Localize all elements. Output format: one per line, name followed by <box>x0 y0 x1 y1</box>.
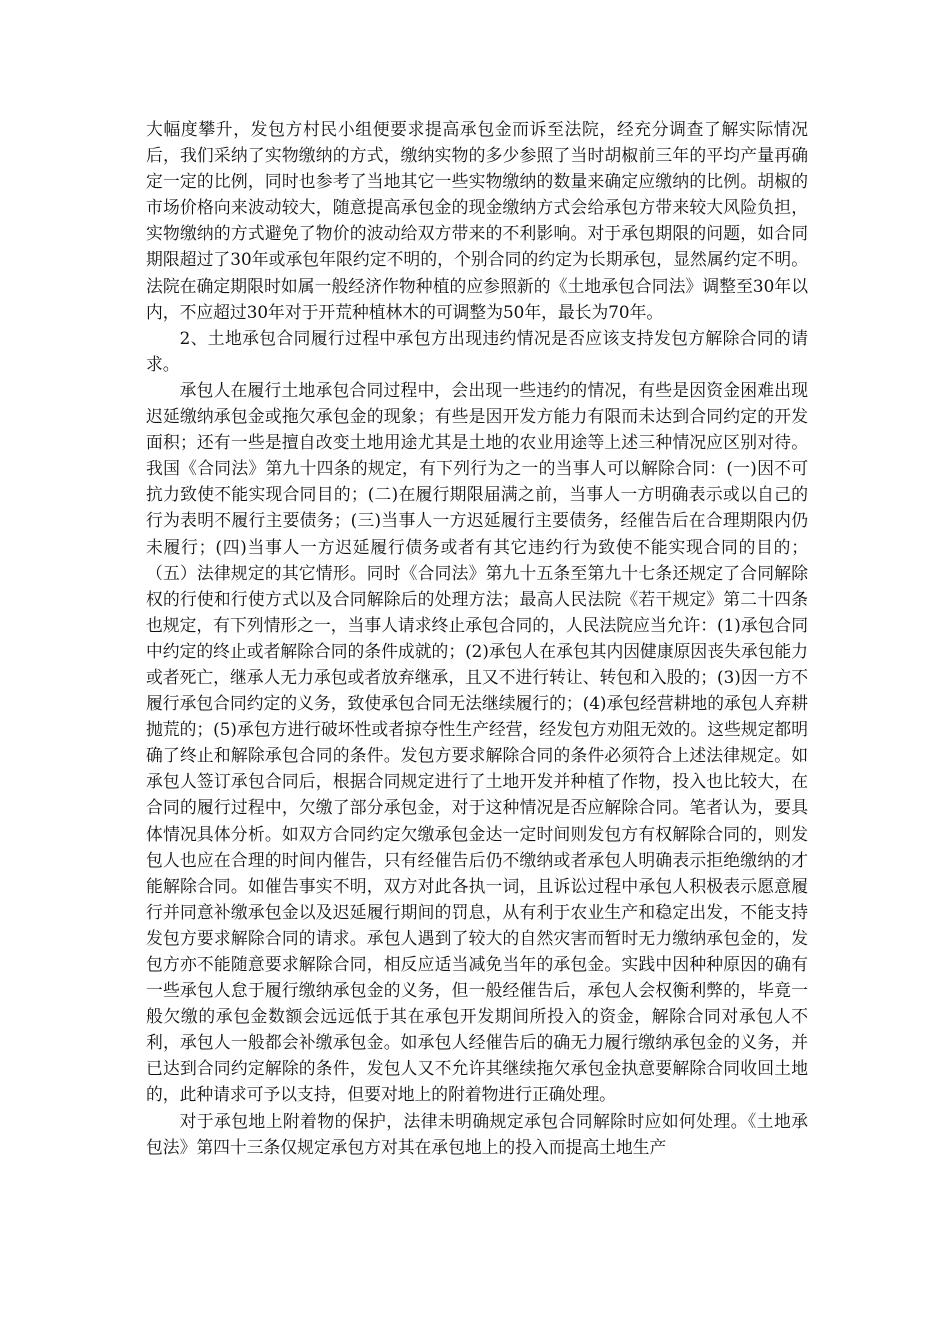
paragraph-continuation: 大幅度攀升，发包方村民小组便要求提高承包金而诉至法院，经充分调查了解实际情况后，我们采纳了实物缴纳的方式，缴纳实物的多少参照了当时胡椒前三年的平均产量再确定一定的比例，同时也参考了当地其它一些实物缴纳的数量来确定应缴纳的比例。胡椒的市场价格向来波动较大，随意提高承包金的现金缴纳方式会给承包方带来较大风险负担，实物缴纳的方式避免了物价的波动给双方带来的不利影响。对于承包期限的问题，如合同期限超过了30年或承包年限约定不明的，个别合同的约定为长期承包，显然属约定不明。法院在确定期限时如属一般经济作物种植的应参照新的《土地承包合同法》调整至30年以内，不应超过30年对于开荒种植林木的可调整为50年，最长为70年。 <box>146 119 808 322</box>
paragraph-section-heading: 2、土地承包合同履行过程中承包方出现违约情况是否应该支持发包方解除合同的请求。 <box>146 327 808 374</box>
paragraph-breach-discussion: 承包人在履行土地承包合同过程中，会出现一些违约的情况，有些是因资金困难出现迟延缴纳承包金或拖欠承包金的现象；有些是因开发方能力有限而未达到合同约定的开发面积；还有一些是擅自改变土地用途尤其是土地的农业用途等上述三种情况应区别对待。我国《合同法》第九十四条的规定，有下列行为之一的当事人可以解除合同：(一)因不可抗力致使不能实现合同目的；(二)在履行期限届满之前，当事人一方明确表示或以自己的行为表明不履行主要债务；(三)当事人一方迟延履行主要债务，经催告后在合理期限内仍未履行；(四)当事人一方迟延履行债务或者有其它违约行为致使不能实现合同的目的；（五）法律规定的其它情形。同时《合同法》第九十五条至第九十七条还规定了合同解除权的行使和行使方式以及合同解除后的处理方法；最高人民法院《若干规定》第二十四条也规定，有下列情形之一，当事人请求终止承包合同的，人民法院应当允许：(1)承包合同中约定的终止或者解除合同的条件成就的；(2)承包人在承包其内因健康原因丧失承包能力或者死亡，继承人无力承包或者放弃继承，且又不进行转让、转包和入股的；(3)因一方不履行承包合同约定的义务，致使承包合同无法继续履行的；(4)承包经营耕地的承包人弃耕抛荒的；(5)承包方进行破坏性或者掠夺性生产经营，经发包方劝阻无效的。这些规定都明确了终止和解除承包合同的条件。发包方要求解除合同的条件必须符合上述法律规定。如承包人签订承包合同后，根据合同规定进行了土地开发并种植了作物，投入也比较大，在合同的履行过程中，欠缴了部分承包金，对于这种情况是否应解除合同。笔者认为，要具体情况具体分析。如双方合同约定欠缴承包金达一定时间则发包方有权解除合同的，则发包人也应在合理的时间内催告，只有经催告后仍不缴纳或者承包人明确表示拒绝缴纳的才能解除合同。如催告事实不明，双方对此各执一词，且诉讼过程中承包人积极表示愿意履行并同意补缴承包金以及迟延履行期间的罚息，从有利于农业生产和稳定出发，不能支持发包方要求解除合同的请求。承包人遇到了较大的自然灾害而暂时无力缴纳承包金的，发包方亦不能随意要求解除合同，相反应适当减免当年的承包金。实践中因种种原因的确有一些承包人怠于履行缴纳承包金的义务，但一般经催告后，承包人会权衡利弊的，毕竟一般欠缴的承包金数额会远远低于其在承包开发期间所投入的资金，解除合同对承包人不利，承包人一般都会补缴承包金。如承包人经催告后的确无力履行缴纳承包金的义务，并已达到合同约定解除的条件，发包人又不允许其继续拖欠承包金执意要解除合同收回土地的，此种请求可予以支持，但要对地上的附着物进行正确处理。 <box>146 379 808 1105</box>
document-body <box>146 116 808 1160</box>
paragraph-attachments: 对于承包地上附着物的保护，法律未明确规定承包合同解除时应如何处理。《土地承包法》第四十三条仅规定承包方对其在承包地上的投入而提高土地生产 <box>146 1110 808 1157</box>
